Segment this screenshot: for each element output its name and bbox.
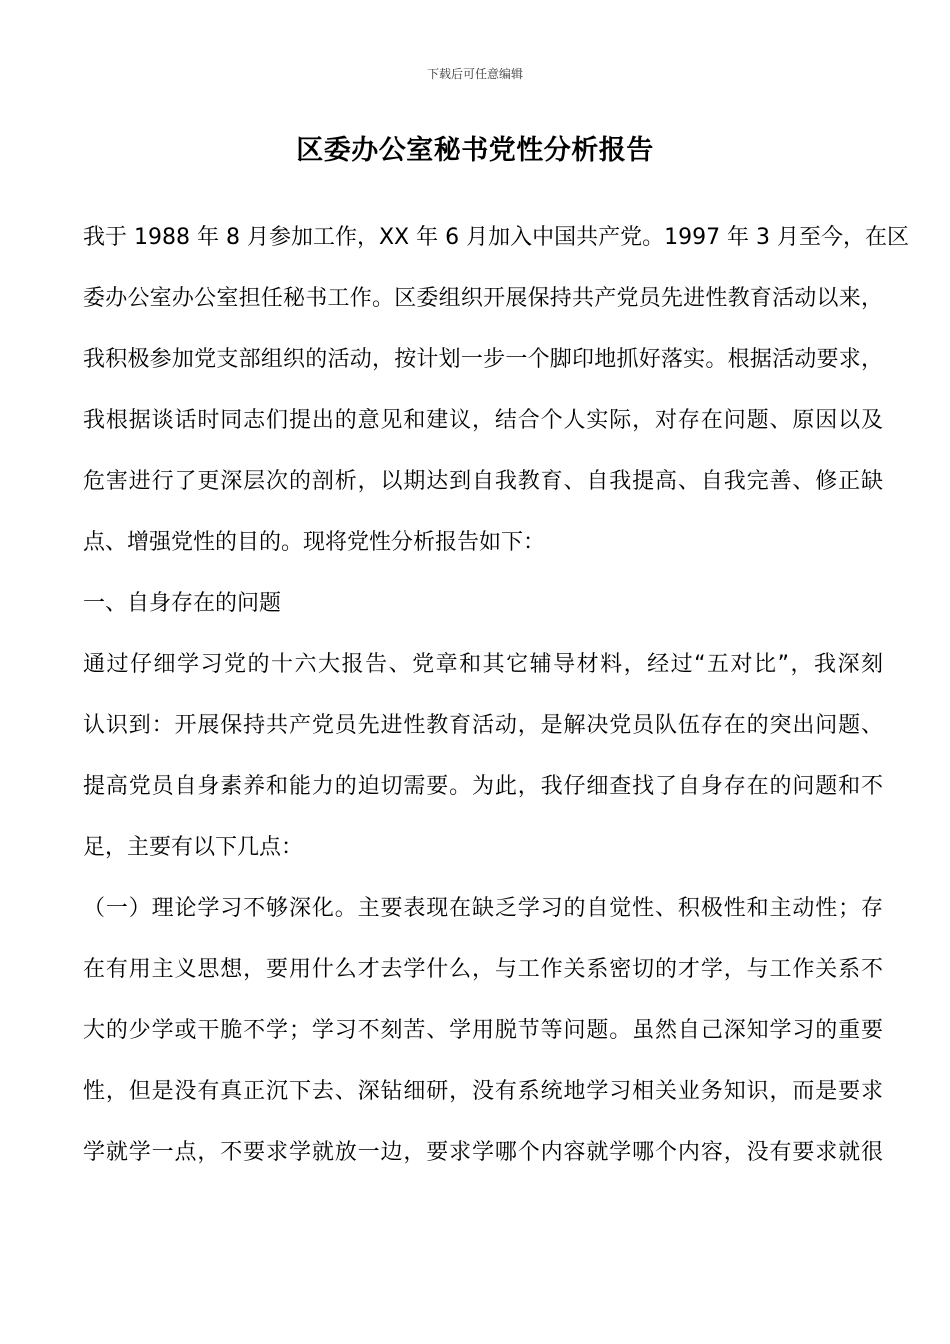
body-line: （一）理论学习不够深化。主要表现在缺乏学习的自觉性、积极性和主动性；存 <box>83 896 883 921</box>
body-line: 大的少学或干脆不学；学习不刻苦、学用脱节等问题。虽然自己深知学习的重要 <box>83 1018 883 1043</box>
body-line: 我积极参加党支部组织的活动，按计划一步一个脚印地抓好落实。根据活动要求， <box>83 347 883 372</box>
body-line: 提高党员自身素养和能力的迫切需要。为此，我仔细查找了自身存在的问题和不 <box>83 774 883 799</box>
body-line: 学就学一点，不要求学就放一边，要求学哪个内容就学哪个内容，没有要求就很 <box>83 1140 883 1165</box>
body-line: 我根据谈话时同志们提出的意见和建议，结合个人实际，对存在问题、原因以及 <box>83 408 883 433</box>
body-line: 点、增强党性的目的。现将党性分析报告如下： <box>83 530 546 555</box>
body-line: 通过仔细学习党的十六大报告、党章和其它辅导材料，经过“五对比”，我深刻 <box>83 652 883 677</box>
body-line: 危害进行了更深层次的剖析，以期达到自我教育、自我提高、自我完善、修正缺 <box>83 469 883 494</box>
section-heading: 一、自身存在的问题 <box>83 591 282 616</box>
body-line: 足，主要有以下几点： <box>83 835 304 860</box>
body-line: 性，但是没有真正沉下去、深钻细研，没有系统地学习相关业务知识，而是要求 <box>83 1079 883 1104</box>
body-line: 认识到：开展保持共产党员先进性教育活动，是解决党员队伍存在的突出问题、 <box>83 713 883 738</box>
document-title: 区委办公室秘书党性分析报告 <box>296 135 654 166</box>
body-line: 在有用主义思想，要用什么才去学什么，与工作关系密切的才学，与工作关系不 <box>83 957 883 982</box>
header-note: 下载后可任意编辑 <box>426 67 523 81</box>
body-line: 委办公室办公室担任秘书工作。区委组织开展保持共产党员先进性教育活动以来， <box>83 286 883 311</box>
body-line: 我于 1988 年 8 月参加工作，XX 年 6 月加入中国共产党。1997 年 3 月至今，在区 <box>83 225 910 250</box>
